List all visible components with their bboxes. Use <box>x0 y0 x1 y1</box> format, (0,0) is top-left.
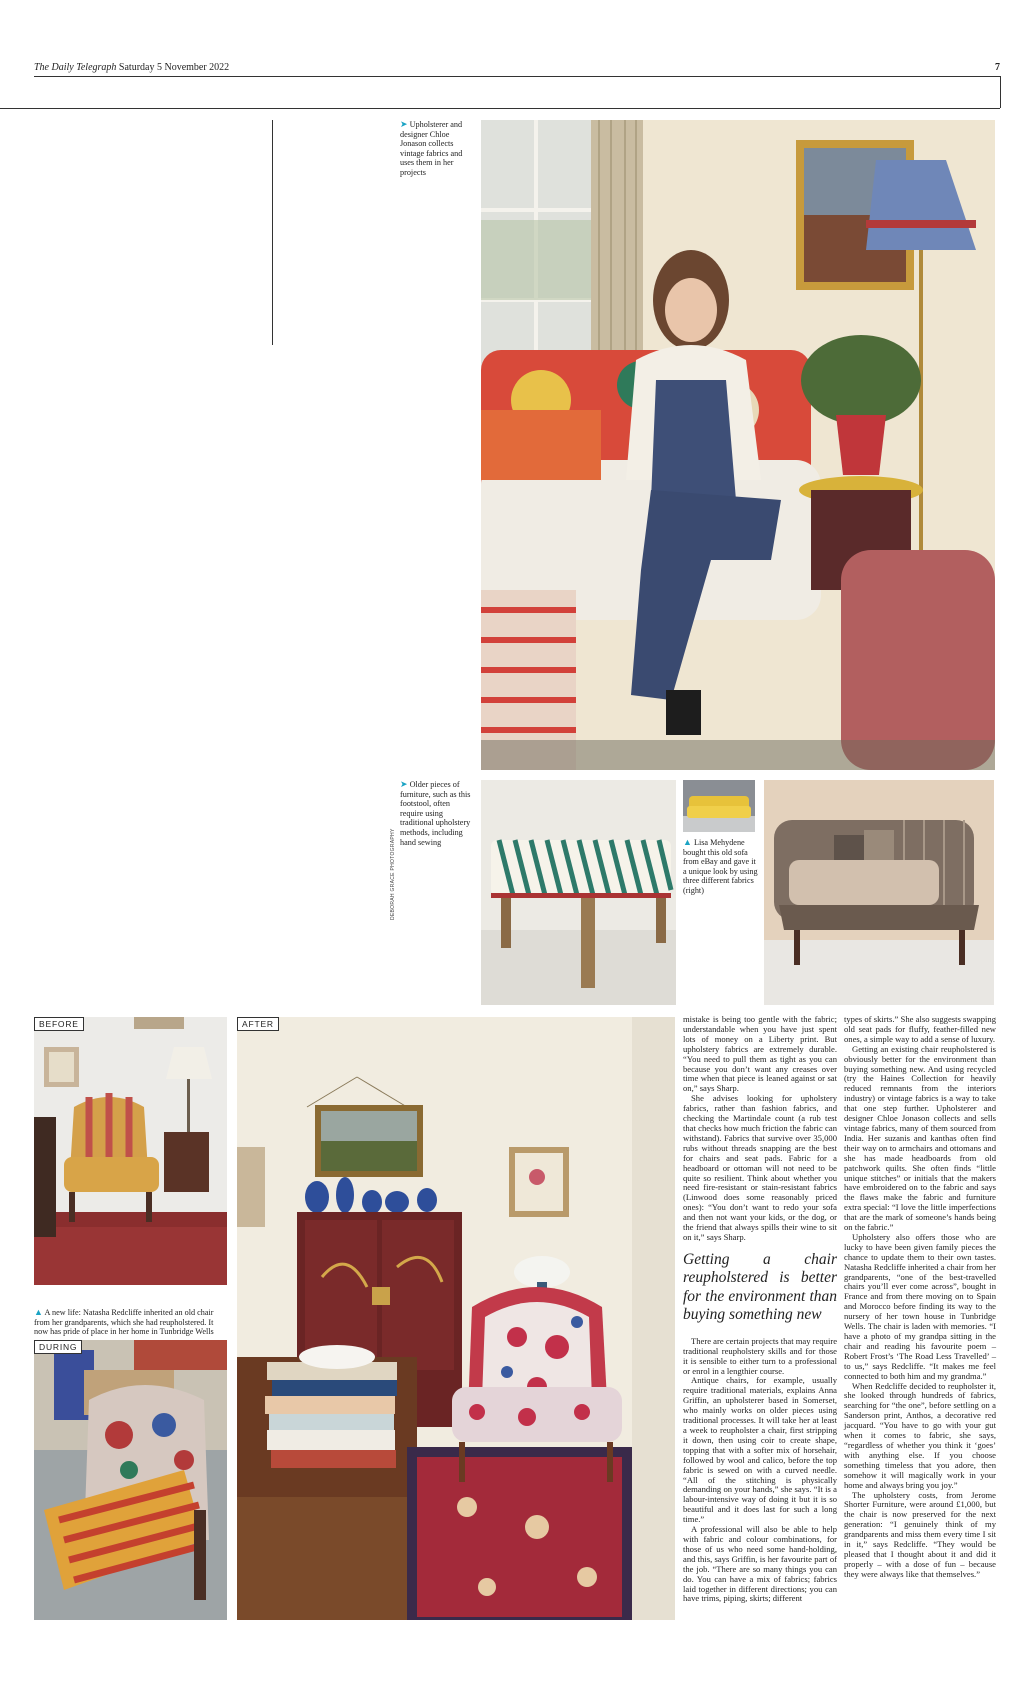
paragraph: When Redcliffe decided to reupholster it, she looked through hundreds of fabrics, searching for “the one”, before settling on a Sanderson print, Anthos, a decorative red jacquard. “You have to go with your gut when it comes to fabric, she says, “regardless of whether you think it ‘goes’ with anything else. If you choose something timeless that you adore, then somehow it will magically work in your home and always bring you joy.” <box>844 1380 996 1490</box>
label-after: AFTER <box>237 1017 279 1031</box>
photo-sofa-three-fabrics <box>764 780 994 1005</box>
paragraph: She advises looking for upholstery fabrics, rather than fashion fabrics, and checking the Martindale count (a rub test that checks how much friction the fabric can withstand). Fabrics that survive over 35,000 rubs without threads snapping are the best for chairs and seat pads. Fabric for a headboard or ottoman will not need to be quite so resilient. Think about whether you need fire-resistant or stain-resistant fabrics (Linwood does some reasonably priced ones): “You don’t want to redo your sofa and then not want your kids, or the dog, or the friend that always spills their wine to sit on it,” says Sharp. <box>683 1093 837 1242</box>
photo-footstool <box>481 780 676 1005</box>
caption-sofa <box>683 838 759 896</box>
photo-after <box>237 1017 675 1620</box>
paragraph: Getting an existing chair reupholstered is obviously better for the environment than buying something new. And using recycled (try the Haines Collection for heavily reduced remnants from the interiors industry) or vintage fabrics is a way to take that one step further. Upholsterer and designer Chloe Jonason collects and sells vintage fabrics, many of them sourced from India. Her suzanis and kanthas often find their way on to armchairs and ottomans and she has made headboards from old patchwork quilts. She often finds “little unique stitches” or initials that the makers have embroidered on to the fabric and says the flaws make the fabric and furniture extra special: “I love the little imperfections that are the mark of someone’s hands being on the fabric.” <box>844 1043 996 1233</box>
label-before: BEFORE <box>34 1017 84 1031</box>
article-column-1 <box>683 1015 837 1604</box>
caption-arrow-icon: ▲ <box>34 1307 43 1317</box>
paragraph: Upholstery also offers those who are lucky to have been given family pieces the chance to update them to their own tastes. Natasha Redcliffe inherited a chair from her grandparents, “one of the best-travelled chairs you’ll ever come across”, bought in France and from there moving on to Spain and Morocco before finding its way to the nursery of her town house in Tunbridge Wells. The chair is laden with memories. “I have a photo of my grandpa sitting in the chair and reading his favourite poem – Robert Frost’s ‘The Road Less Travelled’ – to us,” says Redcliffe. “It makes me feel connected to both him and my grandma.” <box>844 1231 996 1381</box>
photo-during <box>34 1340 227 1620</box>
issue-date: Saturday 5 November 2022 <box>118 62 230 73</box>
caption-footstool-text: Older pieces of furniture, such as this footstool, often require using traditional upholstery methods, including hand sewing <box>400 780 471 847</box>
paragraph: Antique chairs, for example, usually require traditional materials, explains Anna Griffin, an upholsterer based in Somerset, who mainly works on older pieces using traditional processes. It will take her at least a week to reupholster a chair, first stripping it down, then using coir to create shape, topping that with a softer mix of horsehair, followed by wool and calico, before the top fabric is sewed on with a curved needle. “All of the stitching is physically demanding on your hands,” she says. “It is a labour-intensive way of doing it but it is so beautiful and it does last for such a long time.” <box>683 1375 837 1525</box>
page-header <box>34 62 1000 77</box>
caption-natasha-text: A new life: Natasha Redcliffe inherited an old chair from her grandparents, which she had reupholstered. It now has pride of place in her home in Tunbridge Wells <box>34 1308 214 1337</box>
photo-before <box>34 1017 227 1285</box>
caption-arrow-icon: ➤ <box>400 119 408 129</box>
paragraph: The upholstery costs, from Jerome Shorter Furniture, were around £1,000, but the chair is now preserved for the next generation: “I genuinely think of my grandparents and miss them every time I sit in it,” says Redcliffe. “They would be pleased that I thought about it and did it properly – with a dose of fun – because they were always like that themselves.” <box>844 1489 996 1579</box>
caption-footstool <box>400 780 472 847</box>
caption-arrow-icon: ➤ <box>400 779 408 789</box>
paragraph: There are certain projects that may require traditional reupholstery skills and for those it is sensible to either turn to a professional or enrol in a lengthier course. <box>683 1335 838 1376</box>
caption-arrow-icon: ▲ <box>683 837 692 847</box>
photo-credit: DEBORAH GRACE PHOTOGRAPHY <box>390 828 396 920</box>
caption-natasha <box>34 1308 229 1337</box>
caption-sofa-text: Lisa Mehydene bought this old sofa from eBay and gave it a unique look by using three different fabrics (right) <box>683 838 758 895</box>
caption-chloe-text: Upholsterer and designer Chloe Jonason collects vintage fabrics and uses them in her projects <box>400 120 463 177</box>
paragraph: mistake is being too gentle with the fabric; understandable when you have just spent lots of money on a Liberty print. But upholstery fabrics are extremely durable. “You need to pull them as tight as you can because you don’t want any creases over time when that piece is leaned against or sat on,” says Sharp. <box>683 1014 837 1094</box>
page-number: 7 <box>995 62 1000 73</box>
paragraph: types of skirts.” She also suggests swapping old seat pads for fluffy, feather-filled new ones, a simple way to add a sense of luxury. <box>844 1014 996 1044</box>
photo-chloe-portrait <box>481 120 995 770</box>
label-during: DURING <box>34 1340 82 1354</box>
header-corner-rule <box>1000 76 1001 108</box>
publication-name: The Daily Telegraph <box>34 62 117 73</box>
article-column-2 <box>844 1015 996 1580</box>
header-rule <box>0 108 1000 109</box>
column-rule <box>272 120 273 345</box>
caption-chloe <box>400 120 470 178</box>
pull-quote: Getting a chair reupholstered is better for the environment than buying something new <box>683 1250 837 1324</box>
paragraph: A professional will also be able to help with fabric and colour combinations, for those of us who need some hand-holding, and this, says Griffin, is her favourite part of the job. “There are so many things you can do. You can have a mix of fabrics; fabrics laid together in different directions; you can have trims, piping, skirts; different <box>683 1524 837 1604</box>
photo-yellow-sofa <box>683 780 755 832</box>
